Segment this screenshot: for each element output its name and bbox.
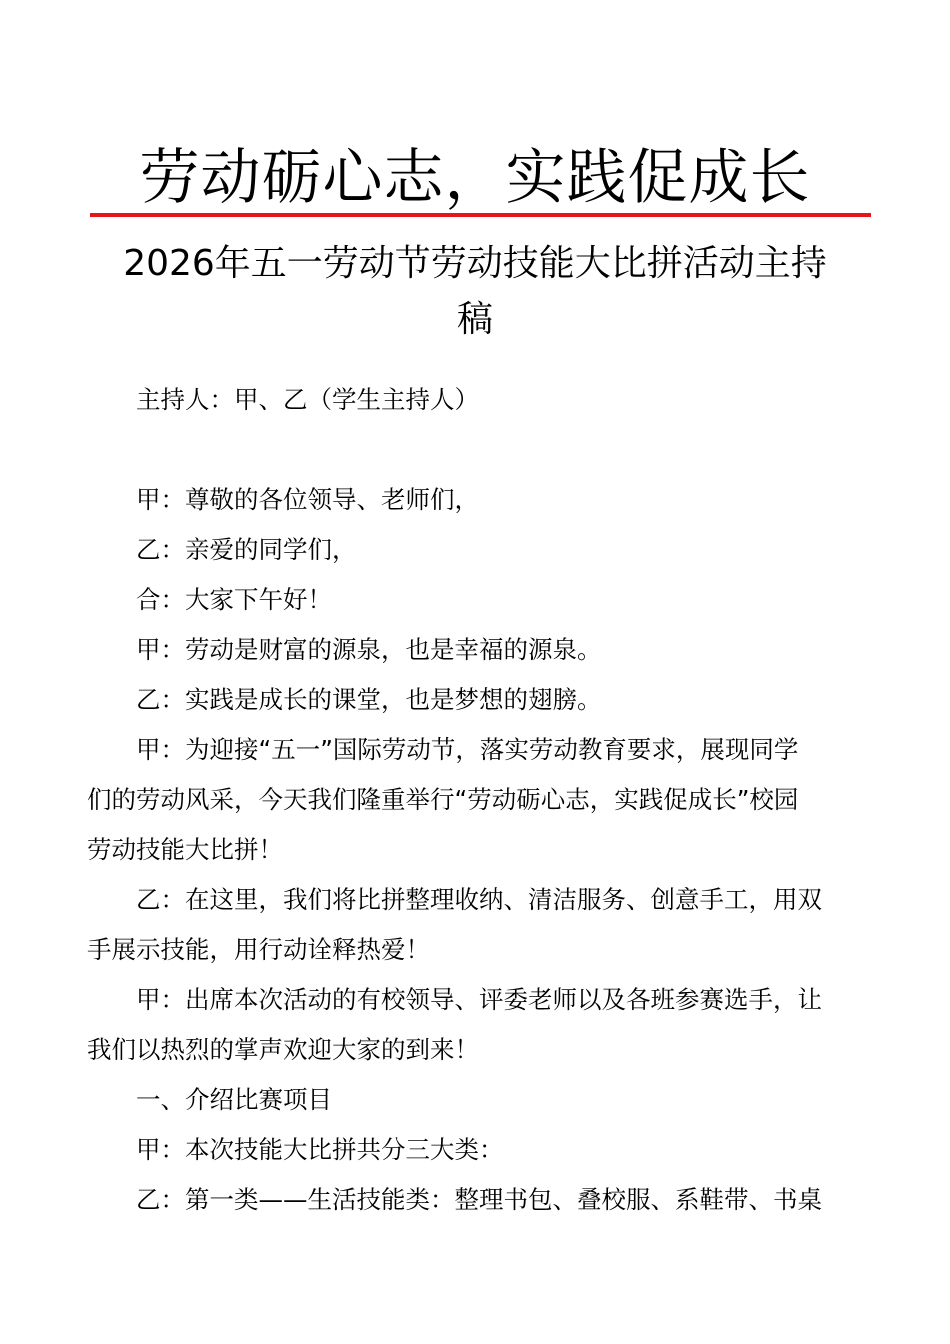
paragraph [87, 675, 865, 725]
paragraph [87, 475, 865, 525]
paragraph [87, 1125, 865, 1175]
document-title: 劳动砺心志，实践促成长 [139, 143, 811, 213]
document-body [87, 375, 865, 1225]
paragraph-line: 一、介绍比赛项目 [136, 1085, 332, 1114]
paragraph [87, 1175, 865, 1225]
title-divider [90, 213, 871, 217]
paragraph-line: 乙：亲爱的同学们， [136, 535, 357, 564]
section-heading [87, 1075, 865, 1125]
paragraph [87, 625, 865, 675]
paragraph-line: 主持人：甲、乙（学生主持人） [136, 385, 479, 414]
paragraph-line: 甲：劳动是财富的源泉，也是幸福的源泉。 [136, 635, 602, 664]
paragraph-line: 乙：在这里，我们将比拼整理收纳、清洁服务、创意手工，用双 [136, 885, 822, 914]
blank-line [87, 425, 865, 475]
subtitle-line: 稿 [456, 299, 493, 340]
paragraph-line: 甲：为迎接“五一”国际劳动节，落实劳动教育要求，展现同学 [136, 735, 799, 764]
paragraph-line: 甲：本次技能大比拼共分三大类： [136, 1135, 504, 1164]
paragraph [87, 725, 865, 875]
paragraph-line: 我们以热烈的掌声欢迎大家的到来！ [87, 1035, 479, 1064]
subtitle-line: 2026年五一劳动节劳动技能大比拼活动主持 [123, 243, 827, 284]
paragraph [87, 875, 865, 975]
paragraph-line: 乙：实践是成长的课堂，也是梦想的翅膀。 [136, 685, 602, 714]
paragraph-line: 甲：出席本次活动的有校领导、评委老师以及各班参赛选手，让 [136, 985, 822, 1014]
host-line [87, 375, 865, 425]
paragraph-line: 甲：尊敬的各位领导、老师们， [136, 485, 479, 514]
paragraph [87, 575, 865, 625]
document-subtitle [90, 236, 860, 348]
paragraph-line: 劳动技能大比拼！ [87, 835, 283, 864]
paragraph [87, 525, 865, 575]
paragraph [87, 975, 865, 1075]
paragraph-line: 手展示技能，用行动诠释热爱！ [87, 935, 430, 964]
paragraph-line: 乙：第一类——生活技能类：整理书包、叠校服、系鞋带、书桌 [136, 1185, 822, 1214]
paragraph-line: 们的劳动风采，今天我们隆重举行“劳动砺心志，实践促成长”校园 [87, 785, 799, 814]
paragraph-line: 合：大家下午好！ [136, 585, 332, 614]
